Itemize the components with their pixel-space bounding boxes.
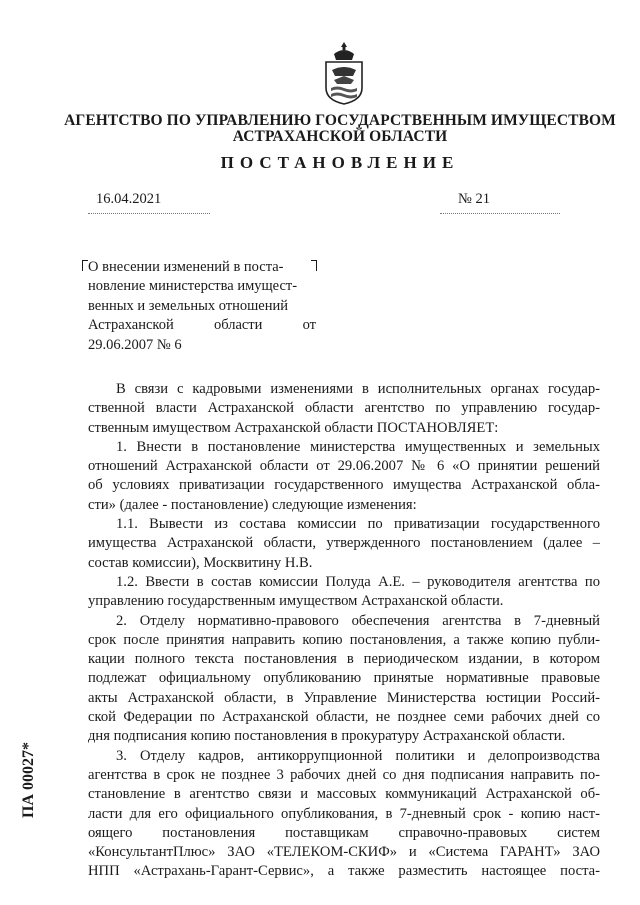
- body-line: «КонсультантПлюс» ЗАО «ТЕЛЕКОМ-СКИФ» и «Система ГАРАНТ» ЗАО: [88, 844, 600, 861]
- document-type-title: ПОСТАНОВЛЕНИЕ: [220, 153, 460, 172]
- body-line: управлению государственным имуществом Астраханской области.: [88, 593, 504, 610]
- body-line: отношений Астраханской области от 29.06.2007 № 6 «О принятии решений: [88, 458, 600, 475]
- margin-registration-stamp: ПА 00027*: [20, 742, 37, 818]
- body-line: В связи с кадровыми изменениями в исполнительных органах государ-: [116, 381, 600, 397]
- document-subject: [88, 258, 316, 355]
- body-line: ласти для его официального опубликования, в 7-дневный срок - копию наст-: [88, 805, 600, 822]
- document-body: [88, 380, 600, 882]
- body-line: становление в агентство связи и массовых коммуникаций Астраханской об-: [88, 786, 600, 803]
- body-line: об условиях приватизации государственного имущества Астраханской обла-: [88, 477, 600, 494]
- body-line: 1. Внести в постановление министерства имущественных и земельных: [116, 438, 600, 455]
- body-line: агентства в срок не позднее 3 рабочих дней со дня подписания направить по-: [88, 766, 600, 783]
- body-line: 1.1. Вывести из состава комиссии по приватизации государственного: [116, 516, 600, 533]
- body-line: сти» (далее - постановление) следующие изменения:: [88, 496, 417, 513]
- subject-word: от: [302, 317, 316, 334]
- body-line: имущества Астраханской области, утвержденного постановлением (далее –: [88, 535, 600, 552]
- body-line: дня подписания копию постановления в прокуратуру Астраханской области.: [88, 728, 566, 745]
- subject-line: О внесении изменений в поста-: [88, 259, 284, 275]
- agency-name-line2: АСТРАХАНСКОЙ ОБЛАСТИ: [232, 128, 448, 145]
- body-line: 1.2. Ввести в состав комиссии Полуда А.Е. – руководителя агентства по: [116, 573, 600, 590]
- number-underline: [440, 213, 560, 214]
- subject-word: области: [213, 317, 263, 334]
- body-line: оящего постановления поставщикам справочно-правовых систем: [88, 824, 600, 841]
- document-date: 16.04.2021: [96, 191, 162, 207]
- body-line: НПП «Астрахань-Гарант-Сервис», а также разместить настоящее поста-: [88, 863, 600, 880]
- body-line: 2. Отделу нормативно-правового обеспечения агентства в 7-дневный: [116, 612, 600, 629]
- subject-line: 29.06.2007 № 6: [88, 336, 182, 353]
- subject-word: Астраханской: [88, 317, 174, 334]
- body-line: срок после принятия направить копию постановления, а также копию публи-: [88, 631, 600, 648]
- coat-of-arms-icon: [322, 40, 366, 108]
- body-line: акты Астраханской области, в Управление Министерства юстиции Россий-: [88, 689, 600, 706]
- body-line: подлежат официальному опубликованию принятые нормативные правовые: [88, 670, 600, 687]
- body-line: состав комиссии), Москвитину Н.В.: [88, 554, 313, 571]
- subject-line: новление министерства имущест-: [88, 278, 298, 295]
- agency-name-line1: АГЕНТСТВО ПО УПРАВЛЕНИЮ ГОСУДАРСТВЕННЫМ ИМУЩЕСТВОМ: [64, 112, 616, 129]
- body-line: кации полного текста постановления в периодическом издании, в котором: [88, 651, 600, 668]
- body-line: ственным имуществом Астраханской области ПОСТАНОВЛЯЕТ:: [88, 419, 499, 436]
- subject-line: венных и земельных отношений: [88, 297, 289, 314]
- body-line: 3. Отделу кадров, антикоррупционной политики и делопроизводства: [116, 747, 600, 764]
- body-line: ской Федерации по Астраханской области, не позднее семи рабочих дней со: [88, 709, 600, 726]
- document-number: № 21: [458, 191, 490, 207]
- body-line: ственной власти Астраханской области агентство по управлению государ-: [88, 400, 600, 417]
- subject-line: [88, 316, 316, 335]
- date-underline: [88, 213, 210, 214]
